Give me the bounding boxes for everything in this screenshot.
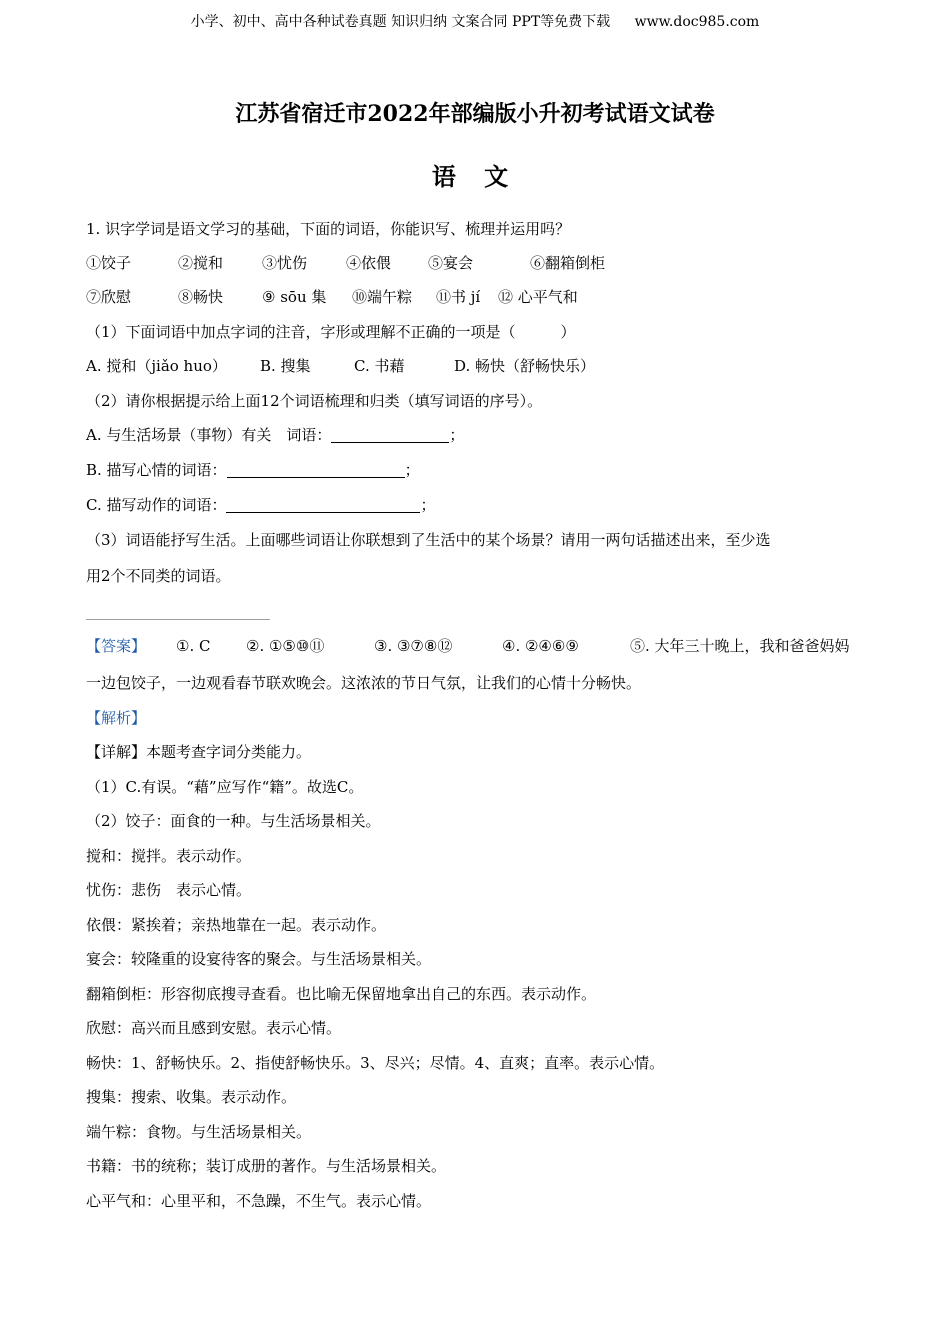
word-item: ⑦欣慰 — [86, 288, 132, 306]
answer-item: ①. C — [176, 637, 211, 655]
option-d: D. 畅快（舒畅快乐） — [454, 357, 596, 375]
word-item: ⑤宴会 — [428, 254, 474, 272]
analysis-line: 搜集：搜索、收集。表示动作。 — [86, 1088, 297, 1106]
part2-prompt: （2）请你根据提示给上面12个词语梳理和归类（填写词语的序号）。 — [86, 392, 543, 410]
analysis-line: 忧伤：悲伤 表示心情。 — [86, 881, 252, 899]
subject-title: 语 文 — [431, 162, 519, 191]
part2-c-row — [86, 494, 436, 516]
part2-c-label: C. 描写动作的词语： — [86, 496, 227, 514]
blank-semicolon: ； — [449, 426, 465, 444]
exam-title: 江苏省宿迁市2022年部编版小升初考试语文试卷 — [235, 101, 715, 127]
word-item: ⑫ 心平气和 — [498, 288, 578, 306]
part2-a-row — [86, 424, 464, 446]
answer-item: ③. ③⑦⑧⑫ — [374, 637, 453, 655]
page-header — [0, 12, 950, 32]
analysis-line: 欣慰：高兴而且感到安慰。表示心情。 — [86, 1019, 342, 1037]
words-row-1 — [86, 252, 866, 274]
question-stem: 1. 识字学词是语文学习的基础，下面的词语，你能识写、梳理并运用吗？ — [86, 220, 571, 238]
word-item: ⑨ sōu 集 — [262, 288, 327, 306]
blank-semicolon: ； — [404, 461, 420, 479]
analysis-line: （1）C.有误。“藉”应写作“籍”。故选C。 — [86, 778, 364, 796]
part1-options — [86, 355, 866, 377]
word-item: ⑥翻箱倒柜 — [530, 254, 606, 272]
part2-a-label: A. 与生活场景（事物）有关 词语： — [86, 426, 332, 444]
blank-semicolon: ； — [420, 496, 436, 514]
answer-row — [86, 635, 876, 657]
answer-item: ④. ②④⑥⑨ — [502, 637, 579, 655]
header-text: 小学、初中、高中各种试卷真题 知识归纳 文案合同 PPT等免费下载 — [190, 14, 611, 30]
answer-item: ②. ①⑤⑩⑪ — [246, 637, 325, 655]
section-divider — [86, 619, 270, 620]
part3-prompt-line1: （3）词语能抒写生活。上面哪些词语让你联想到了生活中的某个场景？请用一两句话描述出来，至少选 — [86, 531, 771, 549]
answer-item: ⑤. 大年三十晚上，我和爸爸妈妈 — [630, 637, 850, 655]
answer-blank-a[interactable] — [331, 426, 449, 443]
answer-tag: 【答案】 — [86, 637, 147, 655]
analysis-line: （2）饺子：面食的一种。与生活场景相关。 — [86, 812, 381, 830]
word-item: ③忧伤 — [262, 254, 308, 272]
word-item: ④依偎 — [346, 254, 392, 272]
answer-blank-b[interactable] — [227, 461, 405, 478]
part3-prompt-line2: 用2个不同类的词语。 — [86, 567, 231, 585]
analysis-line: 翻箱倒柜：形容彻底搜寻查看。也比喻无保留地拿出自己的东西。表示动作。 — [86, 985, 597, 1003]
analysis-line: 依偎：紧挨着；亲热地靠在一起。表示动作。 — [86, 916, 387, 934]
answer-blank-c[interactable] — [226, 496, 420, 513]
word-item: ⑪书 jí — [436, 288, 481, 306]
analysis-line: 书籍：书的统称；装订成册的著作。与生活场景相关。 — [86, 1157, 447, 1175]
part2-b-row — [86, 459, 420, 481]
word-item: ⑩端午粽 — [352, 288, 413, 306]
word-item: ①饺子 — [86, 254, 132, 272]
words-row-2 — [86, 286, 866, 308]
analysis-line: 【详解】本题考查字词分类能力。 — [86, 743, 312, 761]
analysis-tag: 【解析】 — [86, 709, 147, 727]
header-url[interactable]: www.doc985.com — [634, 14, 760, 30]
analysis-line: 端午粽：食物。与生活场景相关。 — [86, 1123, 312, 1141]
part1-prompt: （1）下面词语中加点字词的注音，字形或理解不正确的一项是（ ） — [86, 323, 576, 341]
word-item: ⑧畅快 — [178, 288, 224, 306]
analysis-line: 畅快：1、舒畅快乐。2、指使舒畅快乐。3、尽兴；尽情。4、直爽；直率。表示心情。 — [86, 1054, 665, 1072]
option-a: A. 搅和（jiǎo huo） — [86, 357, 227, 375]
answer-line2: 一边包饺子，一边观看春节联欢晚会。这浓浓的节日气氛，让我们的心情十分畅快。 — [86, 674, 642, 692]
analysis-line: 宴会：较隆重的设宴待客的聚会。与生活场景相关。 — [86, 950, 432, 968]
option-b: B. 搜集 — [260, 357, 311, 375]
word-item: ②搅和 — [178, 254, 224, 272]
analysis-line: 搅和：搅拌。表示动作。 — [86, 847, 252, 865]
analysis-line: 心平气和：心里平和，不急躁，不生气。表示心情。 — [86, 1192, 432, 1210]
option-c: C. 书藉 — [354, 357, 405, 375]
part2-b-label: B. 描写心情的词语： — [86, 461, 227, 479]
